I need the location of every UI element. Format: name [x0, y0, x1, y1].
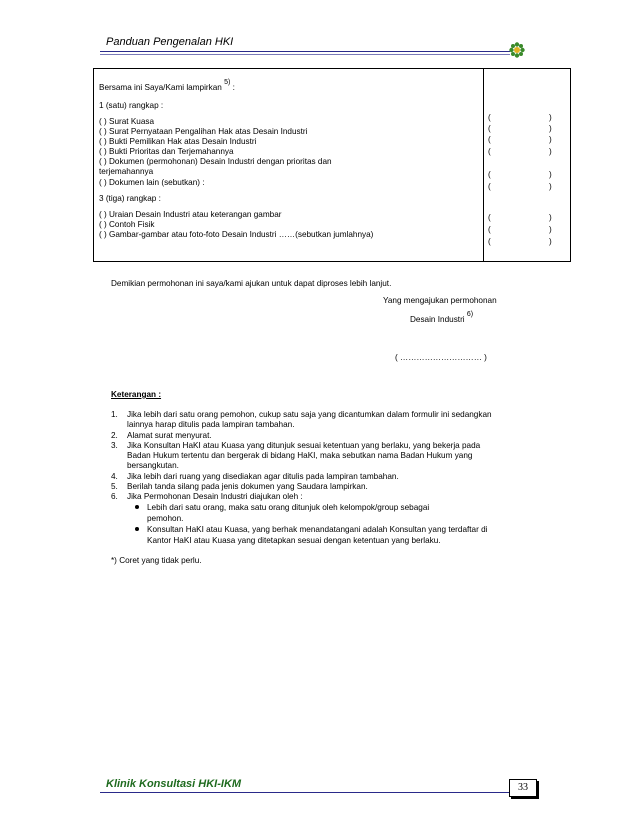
note-number: 1. — [111, 410, 118, 419]
check-close: ) — [549, 182, 552, 191]
flower-logo-icon — [509, 42, 525, 58]
check-close: ) — [549, 225, 552, 234]
check-open: ( — [488, 113, 491, 122]
applicant-label: Yang mengajukan permohonan — [383, 296, 497, 305]
attachment-item: ( ) Dokumen lain (sebutkan) : — [99, 178, 205, 187]
applicant-label-2: Desain Industri 6) — [410, 311, 474, 324]
attachment-item: ( ) Bukti Pemilikan Hak atas Desain Industri — [99, 137, 257, 146]
check-close: ) — [549, 170, 552, 179]
note-line: Badan Hukum tertentu dan bergerak di bidang HaKI, maka sebutkan nama Badan Hukum yang — [127, 451, 473, 460]
attachment-item: terjemahannya — [99, 167, 154, 176]
note-line: Jika lebih dari ruang yang disediakan agar ditulis pada lampiran tambahan. — [127, 472, 399, 481]
bullet-dot-icon — [135, 505, 139, 509]
attachment-item: ( ) Surat Pernyataan Pengalihan Hak atas Desain Industri — [99, 127, 308, 136]
check-open: ( — [488, 124, 491, 133]
check-open: ( — [488, 213, 491, 222]
check-open: ( — [488, 147, 491, 156]
attachment-item: ( ) Surat Kuasa — [99, 117, 155, 126]
note-number: 5. — [111, 482, 118, 491]
check-close: ) — [549, 147, 552, 156]
check-open: ( — [488, 170, 491, 179]
note-line: Jika Permohonan Desain Industri diajukan oleh : — [127, 492, 303, 501]
note-bullet-cont: pemohon. — [147, 514, 184, 523]
footer-title: Klinik Konsultasi HKI-IKM — [106, 778, 242, 790]
attachment-item: ( ) Gambar-gambar atau foto-foto Desain Industri ……(sebutkan jumlahnya) — [99, 230, 374, 239]
attachment-item: ( ) Uraian Desain Industri atau keterangan gambar — [99, 210, 282, 219]
note-bullet: Lebih dari satu orang, maka satu orang ditunjuk oleh kelompok/group sebagai — [135, 503, 429, 513]
check-open: ( — [488, 225, 491, 234]
check-open: ( — [488, 135, 491, 144]
closing-statement: Demikian permohonan ini saya/kami ajukan untuk dapat diproses lebih lanjut. — [111, 279, 392, 288]
note-line: Jika Konsultan HaKI atau Kuasa yang ditunjuk sesuai ketentuan yang berlaku, yang bekerja pada — [127, 441, 481, 450]
header-rule — [100, 51, 510, 52]
note-bullet: Konsultan HaKI atau Kuasa, yang berhak menandatangani adalah Konsultan yang terdaftar di — [135, 525, 487, 535]
note-line: Berilah tanda silang pada jenis dokumen yang Saudara lampirkan. — [127, 482, 368, 491]
group-one-label: 1 (satu) rangkap : — [99, 101, 164, 110]
attachment-item: ( ) Bukti Prioritas dan Terjemahannya — [99, 147, 234, 156]
check-close: ) — [549, 237, 552, 246]
note-bullet-cont: Kantor HaKI atau Kuasa yang ditetapkan sesuai dengan ketentuan yang berlaku. — [147, 536, 441, 545]
attachment-item: ( ) Contoh Fisik — [99, 220, 155, 229]
check-close: ) — [549, 213, 552, 222]
page-number: 33 — [509, 779, 537, 797]
check-close: ) — [549, 113, 552, 122]
notes-title: Keterangan : — [111, 390, 162, 399]
footer-rule — [100, 792, 510, 793]
header-title: Panduan Pengenalan HKI — [106, 36, 234, 48]
check-open: ( — [488, 237, 491, 246]
note-line: bersangkutan. — [127, 461, 179, 470]
footnote: *) Coret yang tidak perlu. — [111, 556, 202, 565]
note-number: 2. — [111, 431, 118, 440]
attachment-intro: Bersama ini Saya/Kami lampirkan 5) : — [99, 79, 235, 92]
attachment-box-divider — [483, 68, 484, 262]
check-close: ) — [549, 135, 552, 144]
bullet-dot-icon — [135, 527, 139, 531]
attachment-item: ( ) Dokumen (permohonan) Desain Industri dengan prioritas dan — [99, 157, 332, 166]
group-three-label: 3 (tiga) rangkap : — [99, 194, 161, 203]
check-open: ( — [488, 182, 491, 191]
note-line: Alamat surat menyurat. — [127, 431, 212, 440]
note-line: Jika lebih dari satu orang pemohon, cukup satu saja yang dicantumkan dalam formulir ini sedangkan — [127, 410, 492, 419]
note-line: lainnya harap ditulis pada lampiran tambahan. — [127, 420, 295, 429]
note-number: 4. — [111, 472, 118, 481]
header-rule-thin — [100, 54, 510, 55]
check-close: ) — [549, 124, 552, 133]
signature-line: ( ………………………… ) — [395, 353, 487, 362]
note-number: 6. — [111, 492, 118, 501]
note-number: 3. — [111, 441, 118, 450]
